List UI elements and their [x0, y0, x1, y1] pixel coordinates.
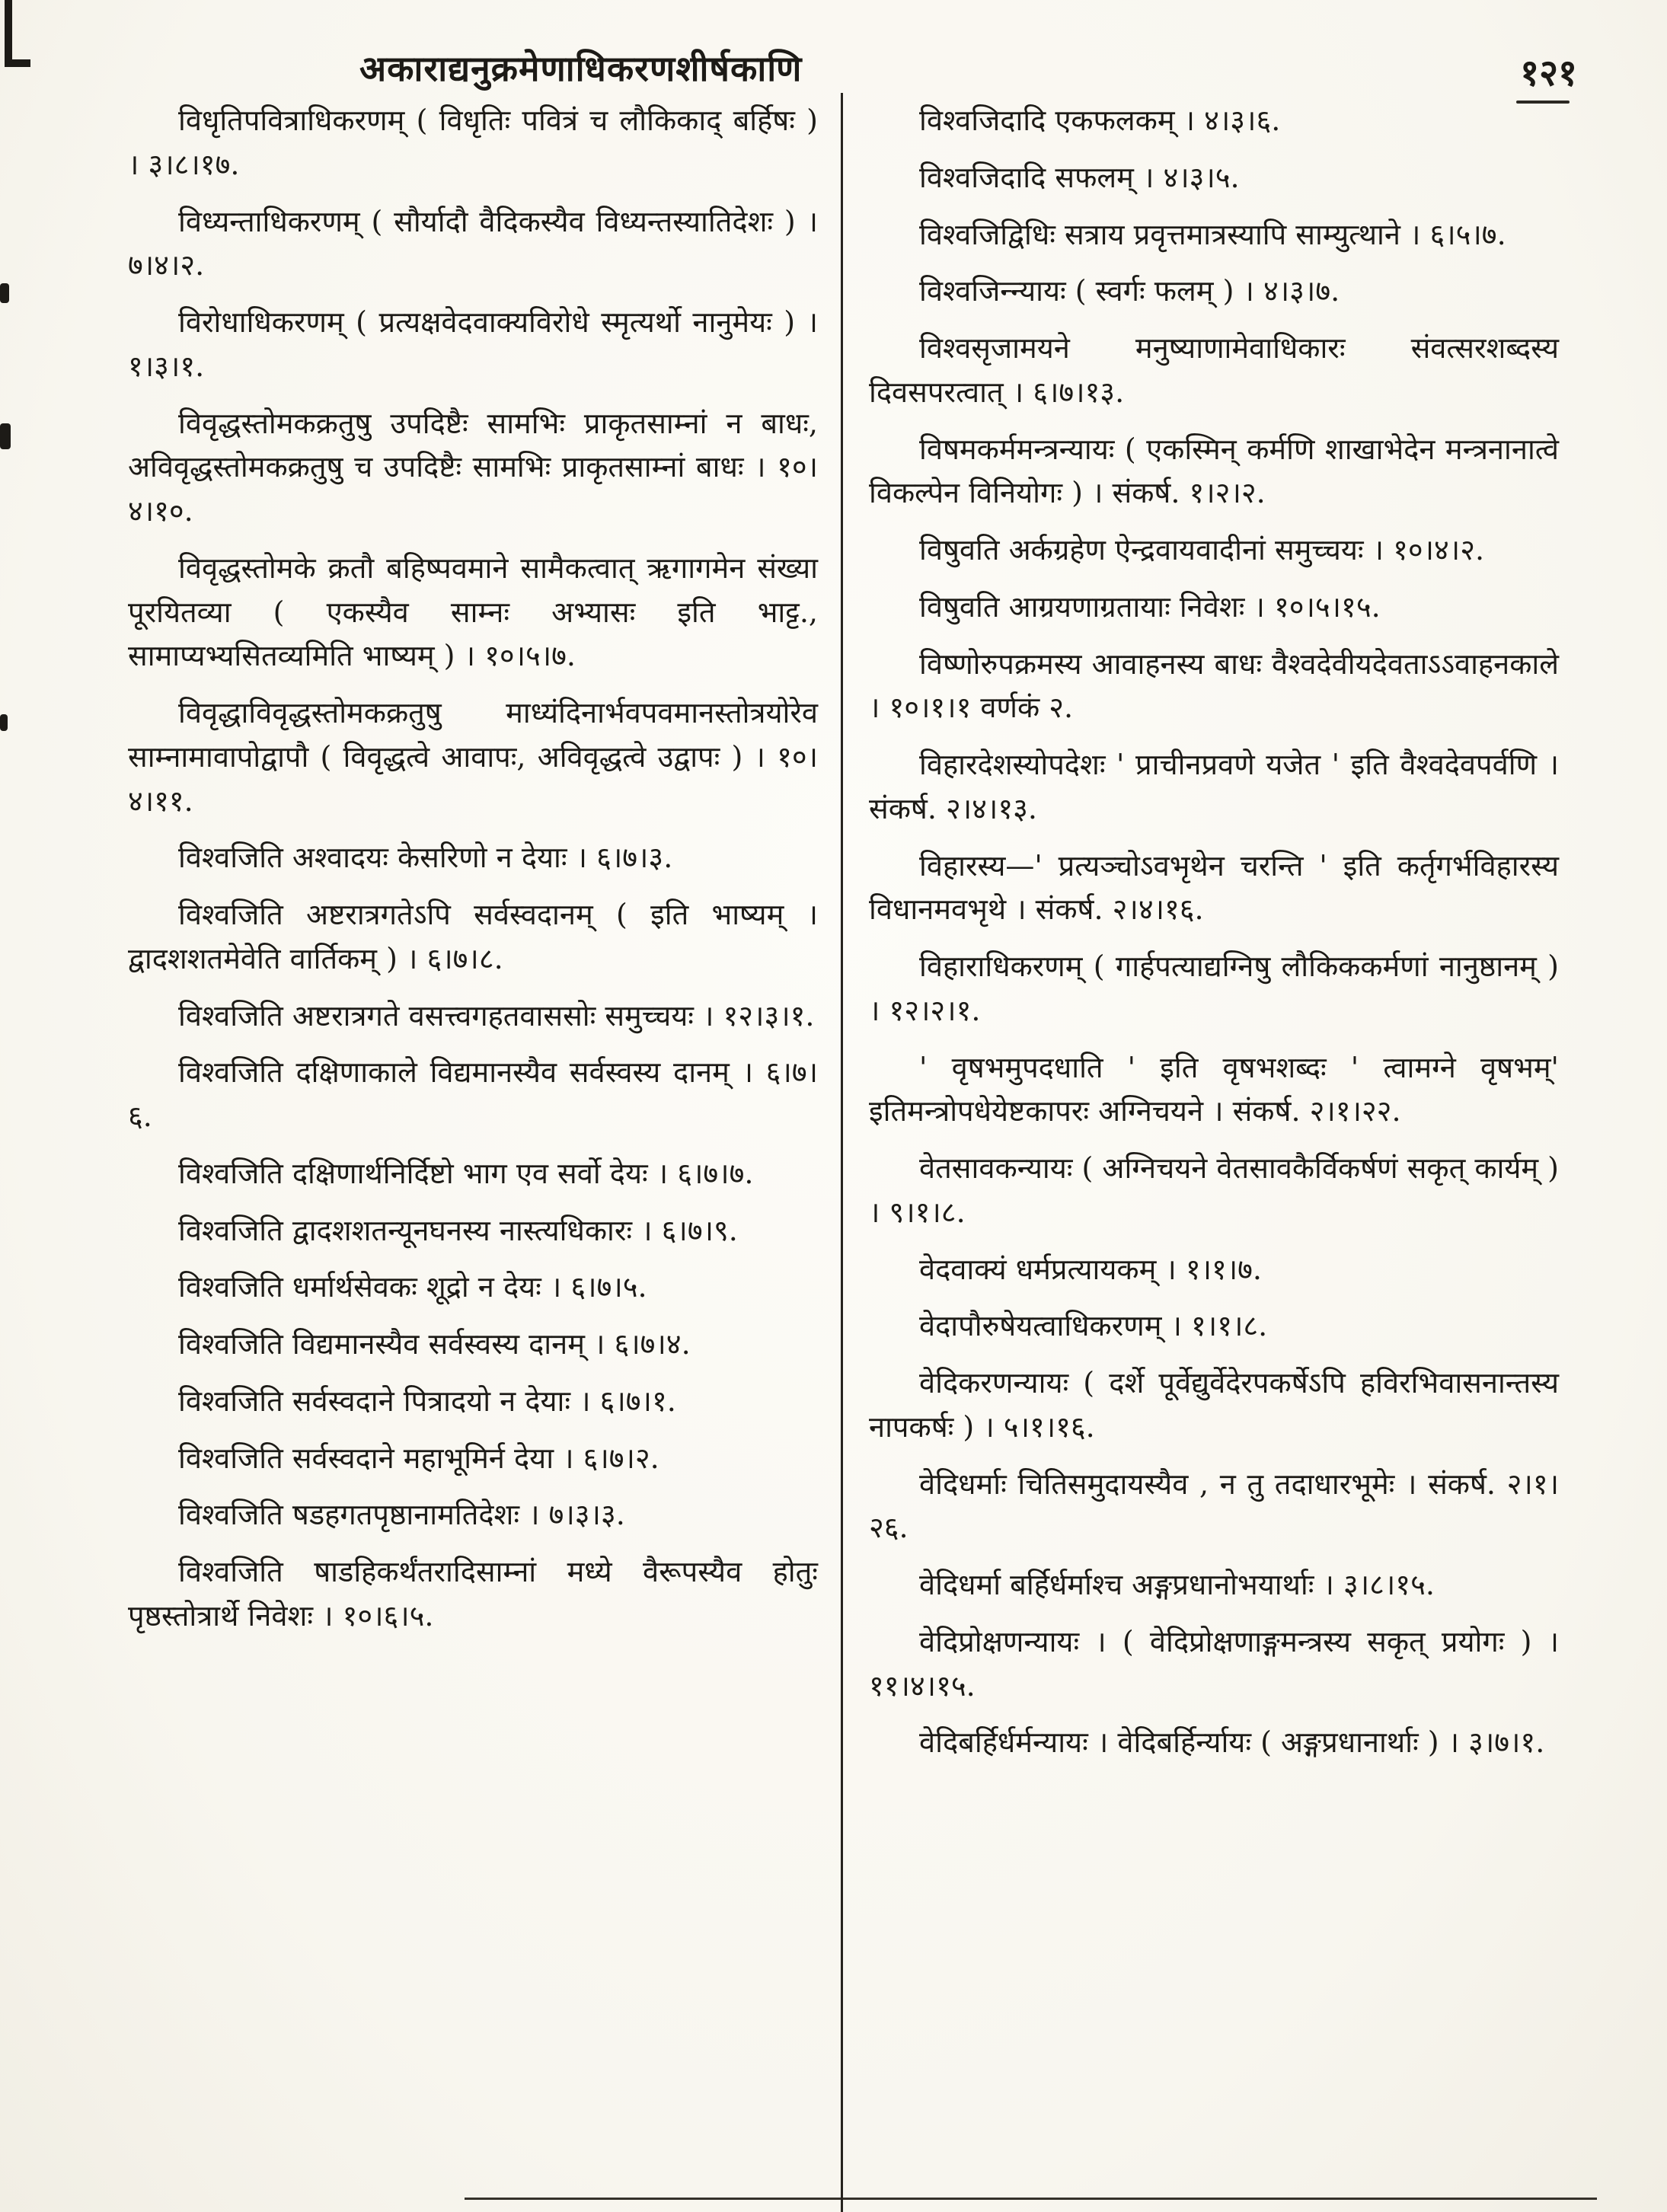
index-entry: वेदापौरुषेयत्वाधिकरणम् । १।१।८. [919, 1309, 1268, 1343]
index-entry: विषुवति आग्रयणाग्रतायाः निवेशः । १०।५।१५. [919, 589, 1381, 624]
scan-artifact-edge [0, 283, 9, 303]
index-entry: वेदवाक्यं धर्मप्रत्यायकम् । १।१।७. [919, 1252, 1263, 1286]
index-entry: वेदिप्रोक्षणन्यायः । ( वेदिप्रोक्षणाङ्गमन्त्रस्य सकृत् प्रयोगः ) । ११।४।१५. [869, 1624, 1559, 1703]
index-entry: विश्वजिति दक्षिणार्थनिर्दिष्टो भाग एव सर्वो देयः । ६।७।७. [178, 1156, 754, 1190]
index-entry: विश्वजिति षाडहिकर्थंतरादिसाम्नां मध्ये वैरूपस्यैव होतुः पृष्ठस्तोत्रार्थे निवेशः । १०।६।५. [128, 1555, 818, 1633]
index-entry: विश्वजिति द्वादशशतन्यूनघनस्य नास्त्यधिकारः । ६।७।९. [178, 1213, 738, 1247]
index-entry: विहारस्य—' प्रत्यञ्चोऽवभृथेन चरन्ति ' इति कर्तृगर्भविहारस्य विधानमवभृथे । संकर्ष. २।४।१६. [869, 848, 1559, 927]
index-entry: विश्वजिति अष्टरात्रगतेऽपि सर्वस्वदानम् ( इति भाष्यम् । द्वादशशतमेवेति वार्तिकम् ) । ६।७।८. [128, 898, 818, 975]
left-column [128, 93, 841, 2212]
index-entry: वेदिधर्मा बर्हिर्धर्माश्च अङ्गप्रधानोभयार्थाः । ३।८।१५. [919, 1568, 1435, 1601]
index-entry: वेदिकरणन्यायः ( दर्शे पूर्वेद्युर्वेदेरपकर्षेऽपि हविरभिवासनान्तस्य नापकर्षः ) । ५।१।१६. [869, 1366, 1559, 1444]
index-entry: विश्वजिति अष्टरात्रगते वसत्त्वगहतवाससोः समुच्चयः । १२।३।१. [178, 998, 815, 1033]
index-entry: वेदिधर्माः चितिसमुदायस्यैव , न तु तदाधारभूमेः । संकर्ष. २।१।२६. [869, 1467, 1559, 1545]
index-entry: विश्वजिति विद्यमानस्यैव सर्वस्वस्य दानम् । ६।७।४. [178, 1327, 691, 1361]
index-entry: विष्णोरुपक्रमस्य आवाहनस्य बाधः वैश्वदेवीयदेवताऽऽवाहनकाले । १०।१।१ वर्णकं २. [869, 646, 1559, 725]
scan-artifact-edge [0, 423, 11, 449]
index-entry: विवृद्धस्तोमकक्रतुषु उपदिष्टैः सामभिः प्राकृतसाम्नां न बाधः, अविवृद्धस्तोमकक्रतुषु च उपदिष्टैः सामभिः प्राकृतसाम्नां बाधः । १०।४।१०. [128, 406, 818, 528]
index-entry: विश्वजिद्विधिः सत्राय प्रवृत्तमात्रस्यापि साम्युत्थाने । ६।५।७. [919, 217, 1506, 251]
index-entry: विश्वजिति अश्वादयः केसरिणो न देयाः । ६।७।३. [178, 841, 673, 875]
page-number: १२१ [1520, 52, 1577, 94]
index-entry: विहाराधिकरणम् ( गार्हपत्याद्यग्निषु लौकिककर्मणां नानुष्ठानम् ) । १२।२।१. [869, 950, 1559, 1027]
index-entry: विश्वजिति धर्मार्थसेवकः शूद्रो न देयः । ६।७।५. [178, 1270, 647, 1304]
index-entry: विवृद्धाविवृद्धस्तोमकक्रतुषु माध्यंदिनार्भवपवमानस्तोत्रयोरेव साम्नामावापोद्वापौ ( विवृद्धत्वे आवापः, अविवृद्धत्वे उद्वापः ) । १०।४।११. [128, 696, 818, 818]
index-entry: विश्वजिन्न्यायः ( स्वर्गः फलम् ) । ४।३।७. [919, 274, 1340, 308]
index-entry: वेतसावकन्यायः ( अग्निचयने वेतसावकैर्विकर्षणं सकृत् कार्यम् ) । ९।१।८. [869, 1151, 1560, 1229]
index-entry: विश्वजिति दक्षिणाकाले विद्यमानस्यैव सर्वस्वस्य दानम् । ६।७।६. [128, 1055, 818, 1133]
index-entry: विश्वजिति षडहगतपृष्ठानामतिदेशः । ७।३।३. [178, 1498, 625, 1532]
index-entry: विश्वजिदादि एकफलकम् । ४।३।६. [919, 104, 1281, 137]
index-entry: विश्वजिदादि सफलम् । ४।३।५. [919, 160, 1240, 194]
index-entry: विहारदेशस्योपदेशः ' प्राचीनप्रवणे यजेत ' इति वैश्वदेवपर्वणि । संकर्ष. २।४।१३. [869, 748, 1559, 825]
scan-artifact-edge [0, 714, 8, 731]
index-entry: विवृद्धस्तोमके क्रतौ बहिष्पवमाने सामैकत्वात् ऋगागमेन संख्या पूरयितव्या ( एकस्यैव साम्नः अभ्यासः इति भाट्ट., सामाप्यभ्यसितव्यमिति भाष्यम् ) । १०।५।७. [128, 551, 818, 673]
scan-artifact-corner [5, 59, 30, 67]
index-entry: विषमकर्ममन्त्रन्यायः ( एकस्मिन् कर्मणि शाखाभेदेन मन्त्रनानात्वे विकल्पेन विनियोगः ) । संकर्ष. १।२।२. [869, 432, 1559, 510]
index-entry: ' वृषभमुपदधाति ' इति वृषभशब्दः ' त्वामग्ने वृषभम्' इतिमन्त्रोपधेयेष्टकापरः अग्निचयने । संकर्ष. २।१।२२. [869, 1050, 1559, 1128]
index-entry: विश्वसृजामयने मनुष्याणामेवाधिकारः संवत्सरशब्दस्य दिवसपरत्वात् । ६।७।१३. [869, 331, 1559, 409]
index-entry: वेदिबर्हिर्धर्मन्यायः । वेदिबर्हिर्न्यायः ( अङ्गप्रधानार्थाः ) । ३।७।१. [919, 1725, 1545, 1760]
index-entry: विश्वजिति सर्वस्वदाने पित्रादयो न देयाः । ६।७।१. [178, 1384, 676, 1418]
right-column [843, 93, 1559, 2212]
scan-artifact-corner [5, 0, 12, 67]
page-header: अकाराद्यनुक्रमेणाधिकरणशीर्षकाणि [359, 48, 803, 89]
index-body [128, 93, 1559, 2212]
index-entry: विधृतिपवित्राधिकरणम् ( विधृतिः पवित्रं च लौकिकाद् बर्हिषः ) । ३।८।१७. [128, 104, 818, 181]
index-entry: विध्यन्ताधिकरणम् ( सौर्यादौ वैदिकस्यैव विध्यन्तस्यातिदेशः ) । ७।४।२. [128, 204, 818, 282]
index-entry: विश्वजिति सर्वस्वदाने महाभूमिर्न देया । ६।७।२. [178, 1441, 659, 1475]
index-entry: विषुवति अर्कग्रहेण ऐन्द्रवायवादीनां समुच्चयः । १०।४।२. [919, 533, 1485, 567]
index-entry: विरोधाधिकरणम् ( प्रत्यक्षवेदवाक्यविरोधे स्मृत्यर्थो नानुमेयः ) । १।३।१. [128, 305, 818, 383]
